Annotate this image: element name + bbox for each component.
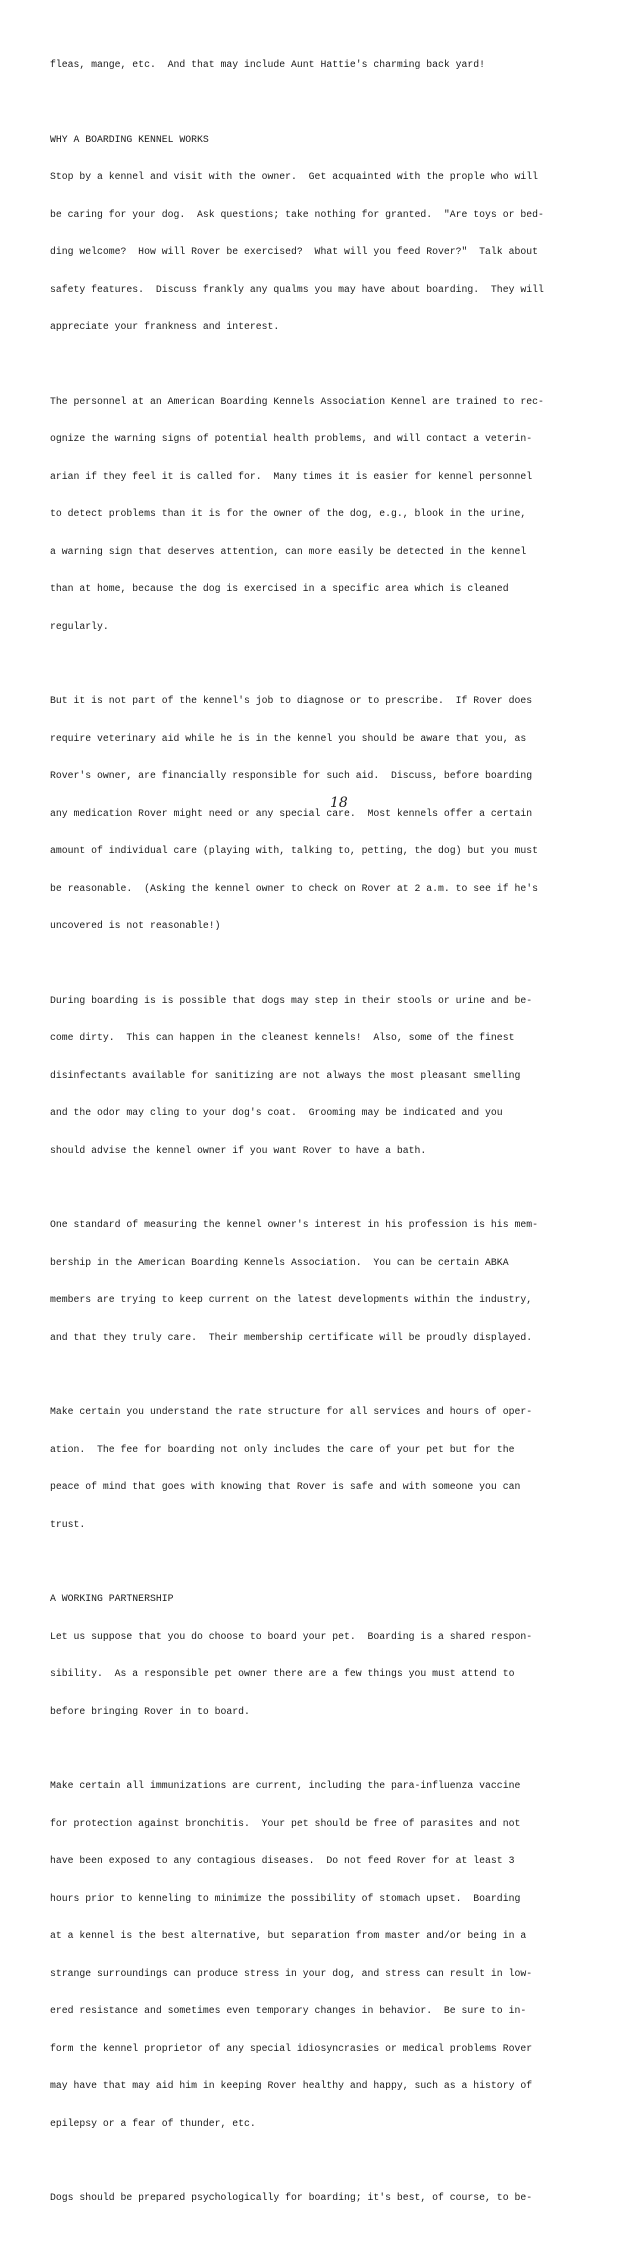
text-line: arian if they feel it is called for. Many times it is easier for kennel personnel — [50, 470, 533, 482]
text-line: Rover's owner, are financially responsible for such aid. Discuss, before boarding — [50, 770, 533, 781]
paragraph — [50, 371, 610, 659]
text-line: to detect problems than it is for the owner of the dog, e.g., blook in the urine, — [50, 508, 527, 519]
paragraph — [50, 2167, 610, 2230]
text-line: sibility. As a responsible pet owner there are a few things you must attend to — [50, 1668, 515, 1679]
text-line: have been exposed to any contagious diseases. Do not feed Rover for at least 3 — [50, 1855, 515, 1866]
paragraph — [50, 1381, 610, 1556]
text-line: appreciate your frankness and interest. — [50, 321, 280, 332]
text-line: may have that may aid him in keeping Rover healthy and happy, such as a history of — [50, 2080, 533, 2091]
text-line: and the odor may cling to your dog's coat. Grooming may be indicated and you — [50, 1107, 503, 1118]
text-line: any medication Rover might need or any special care. Most kennels offer a certain — [50, 807, 533, 819]
text-line: peace of mind that goes with knowing that Rover is safe and with someone you can — [50, 1481, 521, 1492]
paragraph — [50, 1194, 610, 1369]
text-line: amount of individual care (playing with, talking to, petting, the dog) but you must — [50, 845, 538, 856]
paragraph — [50, 670, 610, 958]
text-line: come dirty. This can happen in the cleanest kennels! Also, some of the finest — [50, 1032, 515, 1043]
text-line: Make certain you understand the rate structure for all services and hours of oper- — [50, 1406, 533, 1417]
text-line: uncovered is not reasonable!) — [50, 920, 221, 931]
text-line: require veterinary aid while he is in the kennel you should be aware that you, as — [50, 732, 527, 744]
text-line: regularly. — [50, 620, 109, 632]
text-line: be reasonable. (Asking the kennel owner to check on Rover at 2 a.m. to see if he's — [50, 882, 538, 894]
paragraph — [50, 34, 610, 97]
text-line: should advise the kennel owner if you want Rover to have a bath. — [50, 1144, 427, 1156]
text-line: epilepsy or a fear of thunder, etc. — [50, 2117, 256, 2129]
page-number: 18 — [330, 795, 348, 811]
text-line: ered resistance and sometimes even temporary changes in behavior. Be sure to in- — [50, 2005, 527, 2016]
text-line: ding welcome? How will Rover be exercised? What will you feed Rover?" Talk about — [50, 246, 538, 257]
text-line: But it is not part of the kennel's job to diagnose or to prescribe. If Rover does — [50, 695, 533, 706]
text-line: and that they truly care. Their membership certificate will be proudly displayed. — [50, 1331, 533, 1343]
text-line: form the kennel proprietor of any special idiosyncrasies or medical problems Rover — [50, 2042, 533, 2054]
text-line: ation. The fee for boarding not only includes the care of your pet but for the — [50, 1443, 515, 1455]
paragraph — [50, 1755, 610, 2155]
paragraph — [50, 970, 610, 1183]
text-line: Make certain all immunizations are current, including the para-influenza vaccine — [50, 1780, 521, 1791]
text-line: The personnel at an American Boarding Kennels Association Kennel are trained to rec- — [50, 395, 544, 407]
text-line: Let us suppose that you do choose to board your pet. Boarding is a shared respon- — [50, 1630, 533, 1642]
text-line: before bringing Rover in to board. — [50, 1705, 250, 1717]
text-line: at a kennel is the best alternative, but separation from master and/or being in a — [50, 1930, 527, 1941]
text-line: Stop by a kennel and visit with the owner. Get acquainted with the prople who will — [50, 171, 538, 182]
text-line: One standard of measuring the kennel owner's interest in his profession is his mem- — [50, 1219, 538, 1230]
text-line: ognize the warning signs of potential health problems, and will contact a veterin- — [50, 433, 533, 444]
text-line: be caring for your dog. Ask questions; take nothing for granted. "Are toys or bed- — [50, 208, 544, 220]
paragraph — [50, 1568, 610, 1743]
text-line: strange surroundings can produce stress in your dog, and stress can result in low- — [50, 1967, 533, 1979]
text-line: members are trying to keep current on the latest developments within the industry, — [50, 1294, 533, 1305]
text-line: safety features. Discuss frankly any qualms you may have about boarding. They will — [50, 283, 544, 295]
text-line: than at home, because the dog is exercised in a specific area which is cleaned — [50, 583, 509, 594]
text-line: Dogs should be prepared psychologically for boarding; it's best, of course, to be- — [50, 2192, 533, 2203]
section-heading: WHY A BOARDING KENNEL WORKS — [50, 133, 209, 145]
text-line: disinfectants available for sanitizing are not always the most pleasant smelling — [50, 1069, 521, 1081]
section-heading: A WORKING PARTNERSHIP — [50, 1593, 174, 1604]
text-line: a warning sign that deserves attention, can more easily be detected in the kennel — [50, 545, 527, 557]
text-line: trust. — [50, 1518, 86, 1530]
text-line: During boarding is is possible that dogs may step in their stools or urine and be- — [50, 994, 533, 1006]
paragraph — [50, 109, 610, 359]
document-page — [50, 34, 610, 2242]
text-line: bership in the American Boarding Kennels Association. You can be certain ABKA — [50, 1256, 509, 1268]
text-line: hours prior to kenneling to minimize the possibility of stomach upset. Boarding — [50, 1892, 521, 1904]
text-line: fleas, mange, etc. And that may include Aunt Hattie's charming back yard! — [50, 59, 486, 70]
text-line: for protection against bronchitis. Your pet should be free of parasites and not — [50, 1817, 521, 1829]
